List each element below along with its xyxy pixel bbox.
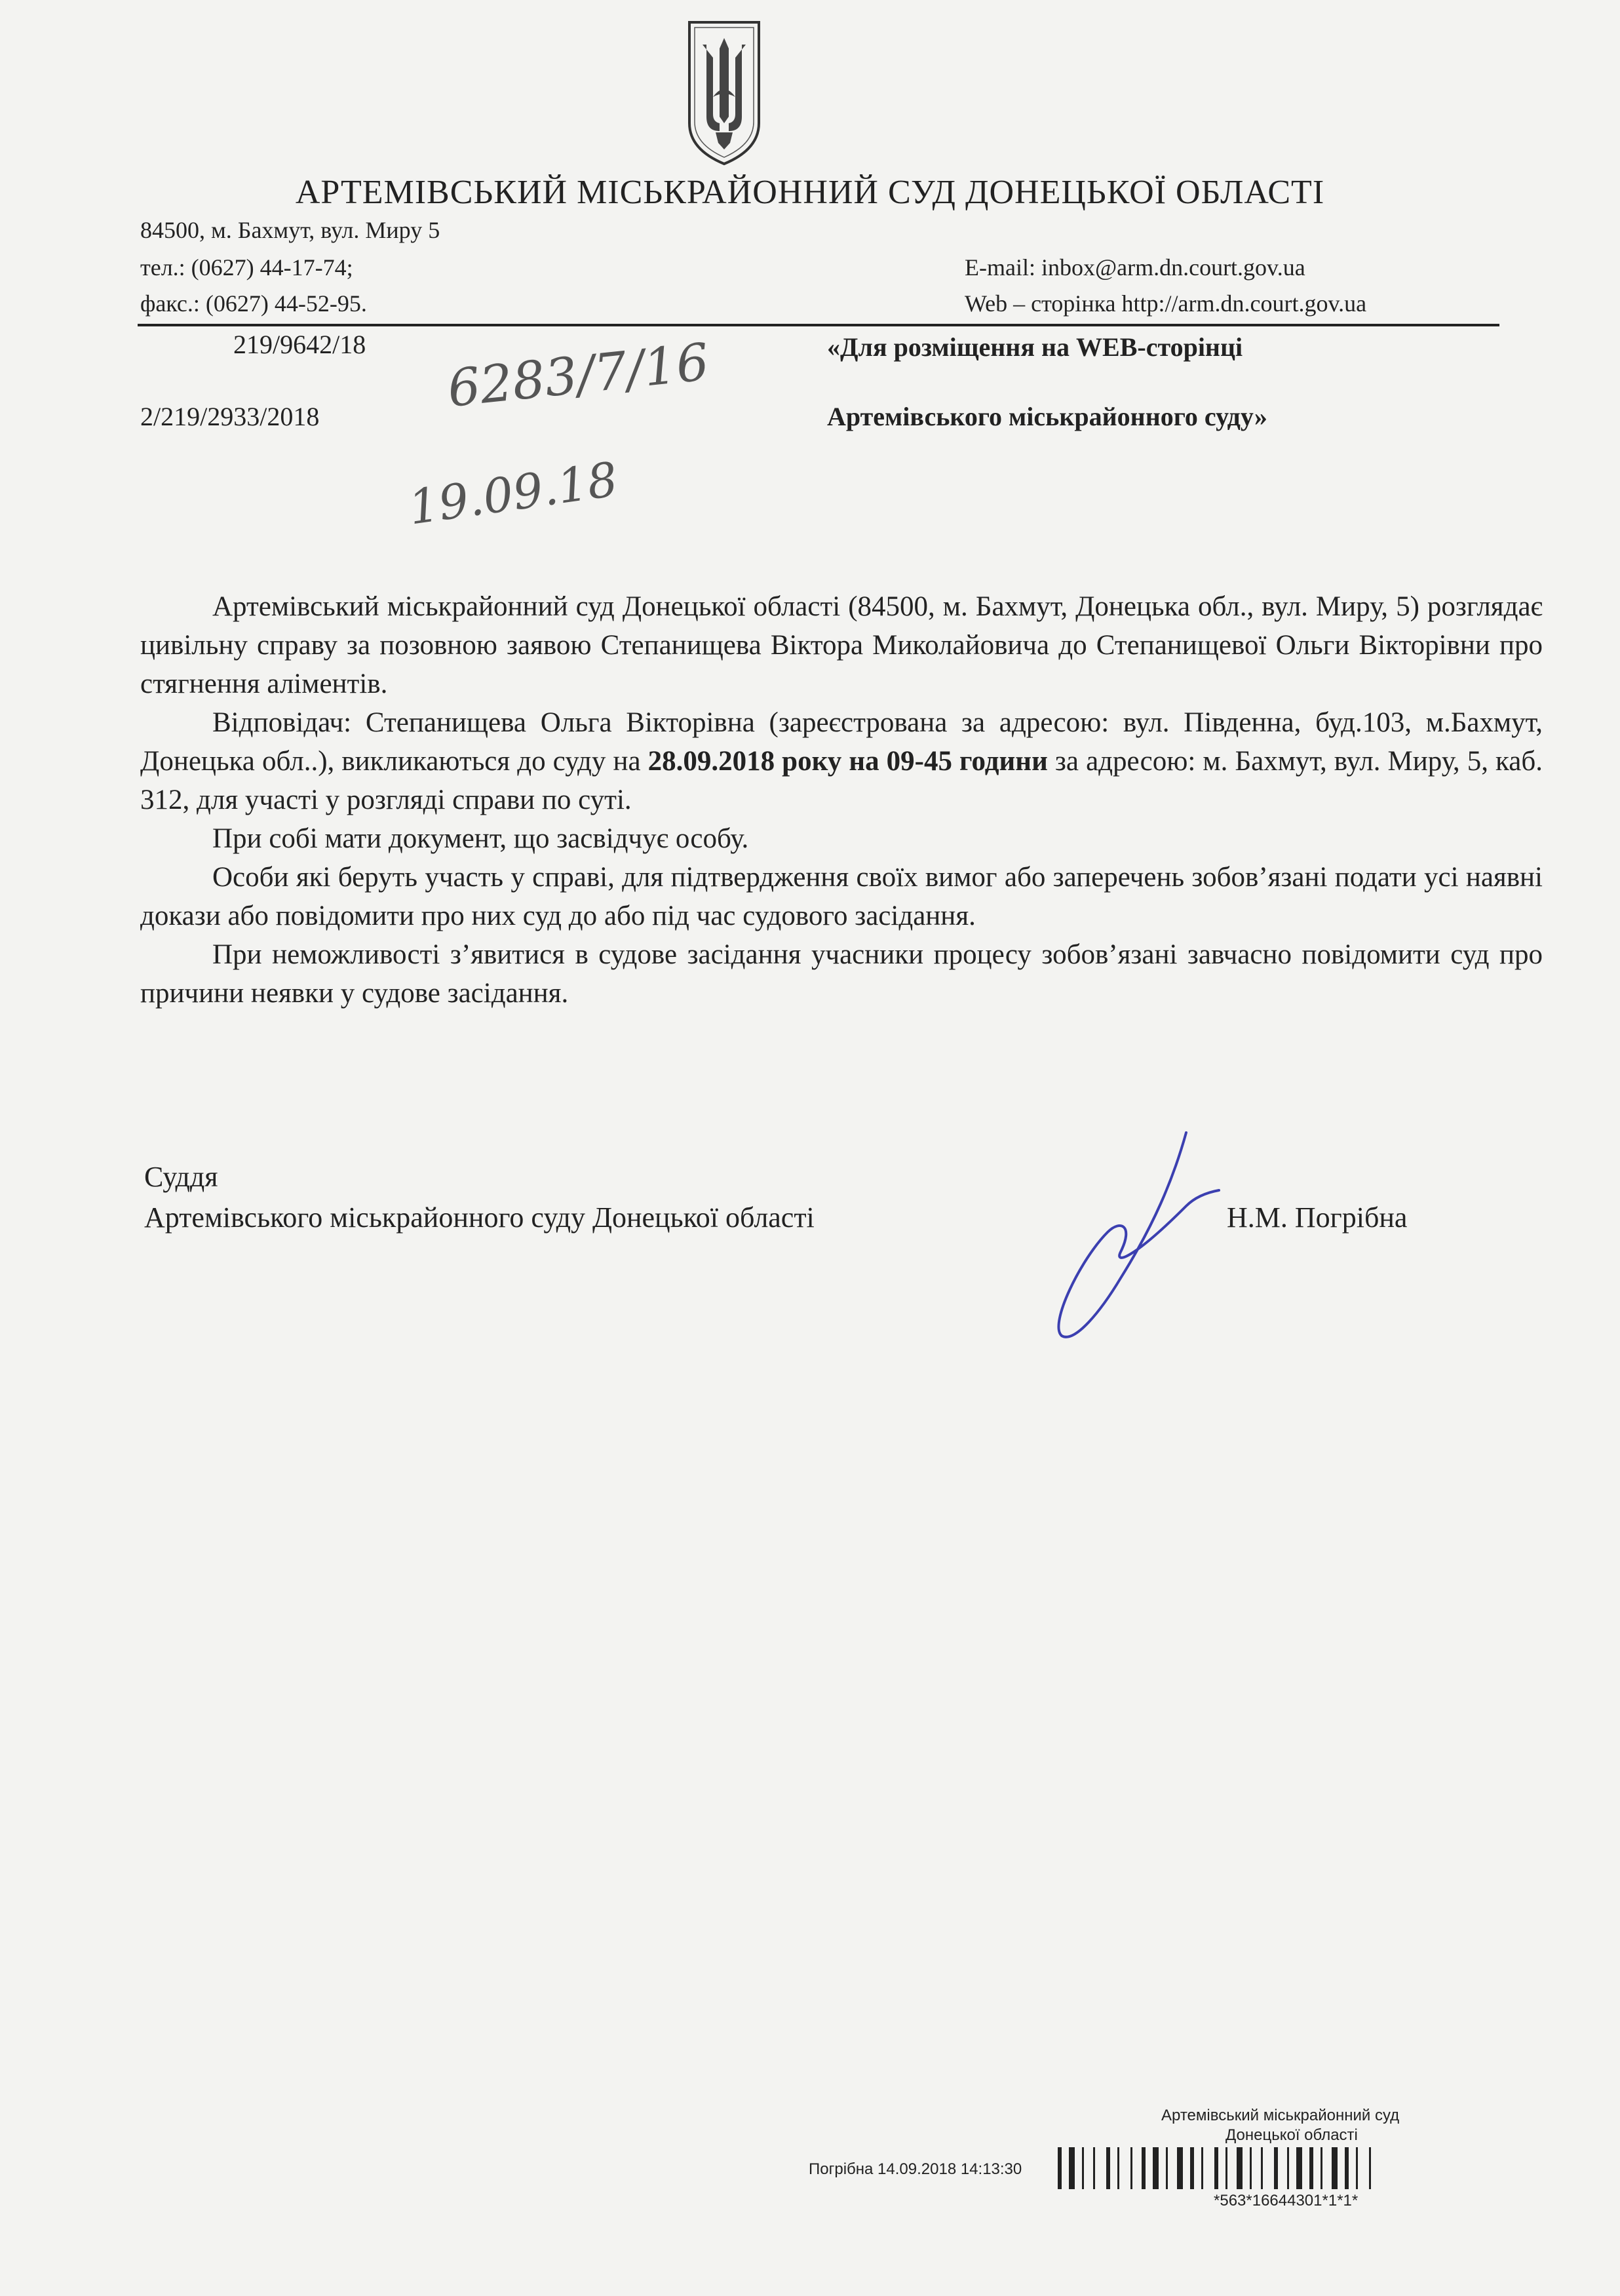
body-paragraph-4: Особи які беруть участь у справі, для підтвердження своїх вимог або заперечень зобов’язані подати усі наявні докази або повідомити про них суд до або під час судового засідання. (140, 862, 1543, 931)
barcode-bar (1332, 2147, 1338, 2189)
court-address: 84500, м. Бахмут, вул. Миру 5 (140, 217, 440, 243)
proceeding-number: 2/219/2933/2018 (140, 402, 320, 431)
web-notice-line-1: «Для розміщення на WEB-сторінці (827, 332, 1243, 362)
body-paragraph-2: Відповідач: Степанищева Ольга Вікторівна (зареєстрована за адресою: вул. Південна, буд.103, м.Бахмут, Донецька обл..), викликаються до суду на 28.09.2018 року на 09-45 години за адресою: м. Бахмут, вул. Миру, 5, каб. 312, для участі у розгляді справи по суті. (140, 707, 1543, 815)
header-divider (138, 324, 1499, 326)
barcode-bar (1225, 2147, 1227, 2189)
stamp-court-line-2: Донецької області (1225, 2126, 1358, 2144)
barcode-bar (1153, 2147, 1159, 2189)
barcode-bar (1261, 2147, 1263, 2189)
body-paragraph-5: При неможливості з’явитися в судове засідання учасники процесу зобов’язані завчасно повідомити суд про причини неявки у судове засідання. (140, 939, 1543, 1009)
court-phone: тел.: (0627) 44-17-74; (140, 254, 353, 281)
barcode-bar (1093, 2147, 1095, 2189)
barcode-bar (1214, 2147, 1218, 2189)
handwritten-number-text: 6283/7/16 (444, 332, 712, 419)
barcode-bar (1369, 2147, 1371, 2189)
barcode-bar (1321, 2147, 1322, 2189)
barcode-bar (1296, 2147, 1302, 2189)
judge-signature (1022, 1127, 1232, 1350)
court-email: E-mail: inbox@arm.dn.court.gov.ua (965, 254, 1305, 281)
handwritten-date-text: 19.09.18 (405, 451, 621, 535)
body-paragraph-3: При собі мати документ, що засвідчує особу. (212, 823, 749, 854)
court-fax: факс.: (0627) 44-52-95. (140, 290, 367, 317)
handwritten-date (404, 451, 621, 535)
barcode-bar (1130, 2147, 1132, 2189)
barcode-bar (1237, 2147, 1243, 2189)
barcode-bar (1142, 2147, 1146, 2189)
court-website: Web – сторінка http://arm.dn.court.gov.ua (965, 290, 1367, 317)
court-name-heading: АРТЕМІВСЬКИЙ МІСЬКРАЙОННИЙ СУД ДОНЕЦЬКОЇ ОБЛАСТІ (295, 174, 1325, 211)
barcode-bar (1106, 2147, 1110, 2189)
barcode-bar (1177, 2147, 1183, 2189)
barcode-bar (1287, 2147, 1289, 2189)
barcode-bar (1201, 2147, 1203, 2189)
barcode-bar (1082, 2147, 1084, 2189)
signature-court: Артемівського міськрайонного суду Донецької області (144, 1201, 815, 1234)
stamp-signed-by: Погрібна 14.09.2018 14:13:30 (809, 2160, 1022, 2178)
registration-barcode (1058, 2143, 1545, 2196)
barcode-bar (1309, 2147, 1313, 2189)
barcode-bar (1190, 2147, 1194, 2189)
handwritten-registration-number (443, 328, 718, 419)
barcode-bar (1166, 2147, 1168, 2189)
barcode-bar (1058, 2147, 1062, 2189)
barcode-bar (1345, 2147, 1349, 2189)
stamp-court-line-1: Артемівський міськрайонний суд (1161, 2107, 1400, 2124)
barcode-bar (1117, 2147, 1119, 2189)
stamp-barcode-text: *563*16644301*1*1* (1214, 2192, 1359, 2209)
body-paragraph-1: Артемівський міськрайонний суд Донецької області (84500, м. Бахмут, Донецька обл., вул. Миру, 5) розглядає цивільну справу за позовною заявою Степанищева Віктора Миколайовича до Степанищевої Ольги Вікторівни про стягнення аліментів. (140, 591, 1543, 699)
web-notice-line-2: Артемівського міськрайонного суду» (827, 402, 1267, 431)
barcode-bar (1069, 2147, 1075, 2189)
barcode-bar (1250, 2147, 1252, 2189)
case-number: 219/9642/18 (233, 330, 366, 359)
barcode-bar (1356, 2147, 1358, 2189)
barcode-bar (1274, 2147, 1278, 2189)
signature-title: Суддя (144, 1161, 218, 1193)
judge-name: Н.М. Погрібна (1227, 1201, 1408, 1234)
tryzub-coat-of-arms-icon (687, 18, 762, 168)
hearing-datetime: 28.09.2018 року на 09-45 години (647, 746, 1048, 777)
summons-body (140, 587, 1543, 1013)
